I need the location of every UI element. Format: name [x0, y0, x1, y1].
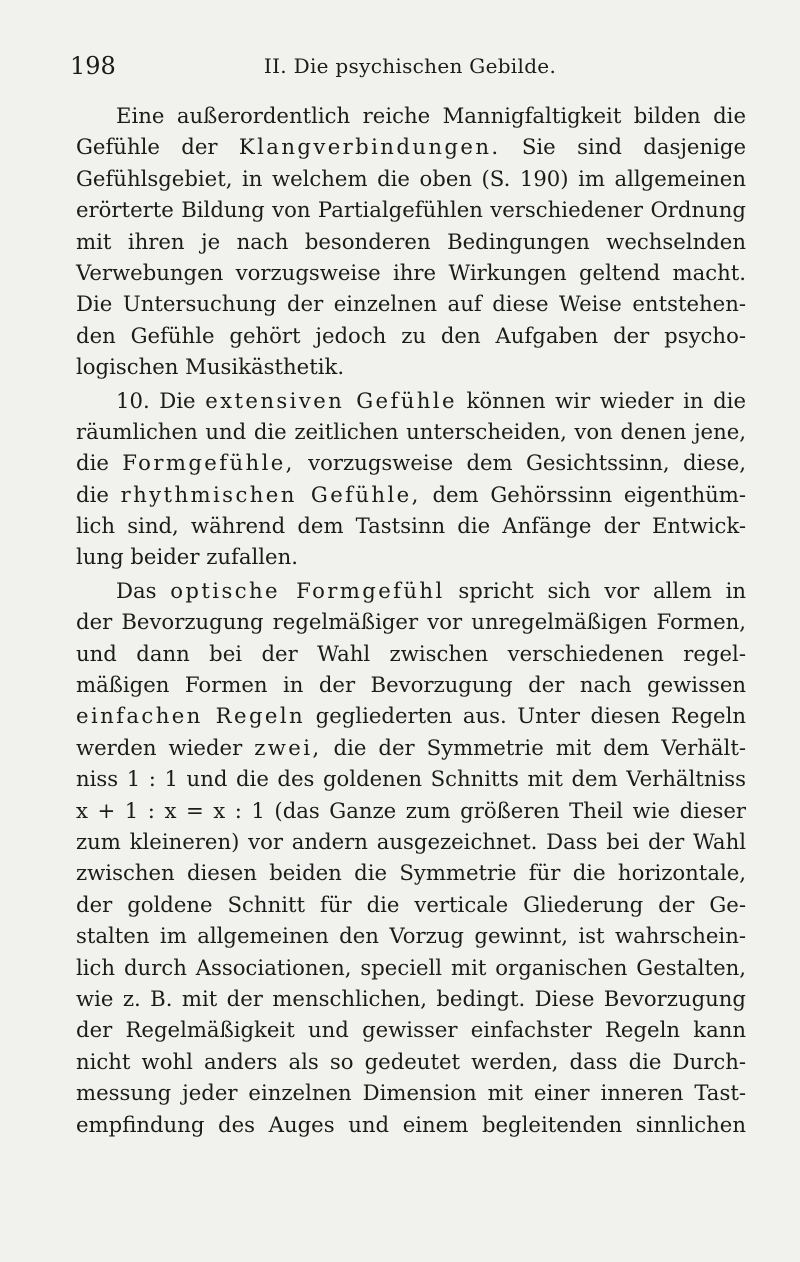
text-run: die [76, 450, 123, 476]
text-run: stalten im allgemeinen den Vorzug gewinnt, ist wahrschein- [76, 923, 746, 949]
text-run: lich durch Associationen, speciell mit organischen Gestalten, [76, 954, 746, 980]
text-line [76, 1046, 746, 1077]
text-line [76, 416, 746, 447]
text-run: messung jeder einzelnen Dimension mit einer inneren Tast- [76, 1080, 746, 1106]
text-line [76, 194, 746, 225]
body-text [76, 100, 746, 1140]
text-line [76, 288, 746, 319]
text-run: empfindung des Auges und einem begleitenden sinnlichen [76, 1111, 746, 1137]
spaced-emphasis: zwei, [254, 734, 322, 760]
text-line [76, 1014, 746, 1045]
text-run: lung beider zufallen. [76, 544, 298, 570]
text-line [76, 606, 746, 637]
text-run: vorzugsweise dem Gesichtssinn, diese, [294, 450, 746, 476]
text-run: nicht wohl anders als so gedeutet werden, dass die Durch- [76, 1048, 746, 1074]
text-line [76, 732, 746, 763]
spaced-emphasis: optische Formgefühl [170, 577, 445, 603]
text-run: räumlichen und die zeitlichen unterscheiden, von denen jene, [76, 418, 746, 444]
text-line [76, 1109, 746, 1140]
text-run: Eine außerordentlich reiche Mannigfaltigkeit bilden die [116, 103, 746, 128]
text-run: der goldene Schnitt für die verticale Gliederung der Ge- [76, 891, 746, 917]
text-line [76, 100, 746, 131]
text-line [76, 920, 746, 951]
text-run: spricht sich vor allem in [444, 577, 746, 603]
text-line [76, 1077, 746, 1108]
text-run: Das [116, 577, 171, 603]
text-line [76, 479, 746, 510]
text-line [76, 257, 746, 288]
text-run: zum kleineren) vor andern ausgezeichnet. Dass bei der Wahl [76, 828, 746, 854]
text-run: zwischen diesen beiden die Symmetrie für die horizontale, [76, 860, 746, 886]
text-line [76, 320, 746, 351]
page-number: 198 [70, 52, 116, 80]
text-line [76, 638, 746, 669]
text-line [76, 763, 746, 794]
spaced-emphasis: extensiven Gefühle [205, 387, 457, 413]
paragraph [76, 575, 746, 1140]
text-line [76, 826, 746, 857]
text-run: wie z. B. mit der menschlichen, bedingt. Diese Bevorzugung [76, 985, 746, 1011]
text-line [76, 700, 746, 731]
text-line [76, 447, 746, 478]
spaced-emphasis: Klangverbindungen. [238, 134, 501, 160]
text-line [76, 983, 746, 1014]
spaced-emphasis: Formgefühle, [122, 450, 295, 476]
text-line [76, 575, 746, 606]
text-line [76, 351, 746, 382]
text-run: x + 1 : x = x : 1 (das Ganze zum größeren Theil wie dieser [76, 797, 746, 823]
text-run: lich sind, während dem Tastsinn die Anfänge der Entwick- [76, 513, 746, 539]
spaced-emphasis: rhythmischen Gefühle, [120, 481, 421, 507]
text-line [76, 226, 746, 257]
text-line [76, 952, 746, 983]
text-run: die [76, 481, 121, 507]
text-line [76, 795, 746, 826]
text-line [76, 889, 746, 920]
text-run: dem Gehörssinn eigenthüm- [420, 481, 746, 507]
text-line [76, 669, 746, 700]
text-run: der Bevorzugung regelmäßiger vor unregelmäßigen Formen, [76, 609, 746, 635]
paragraph [76, 385, 746, 573]
text-line [76, 857, 746, 888]
text-run: Die Untersuchung der einzelnen auf diese Weise entstehen- [76, 291, 746, 317]
text-run: können wir wieder in die [456, 387, 746, 413]
text-run: erörterte Bildung von Partialgefühlen verschiedener Ordnung [76, 197, 746, 223]
text-line [76, 510, 746, 541]
running-head: II. Die psychischen Gebilde. [263, 54, 557, 78]
text-line [76, 131, 746, 162]
text-run: mit ihren je nach besonderen Bedingungen wechselnden [76, 228, 746, 254]
text-run: Gefühlsgebiet, in welchem die oben (S. 190) im allgemeinen [76, 165, 746, 191]
text-run: der Regelmäßigkeit und gewisser einfachster Regeln kann [76, 1017, 746, 1043]
text-run: Sie sind dasjenige [500, 134, 746, 160]
page-header [70, 48, 750, 84]
text-run: mäßigen Formen in der Bevorzugung der nach gewissen [76, 672, 746, 698]
text-run: werden wieder [76, 734, 255, 760]
text-run: logischen Musikästhetik. [76, 354, 345, 380]
text-run: gegliederten aus. Unter diesen Regeln [305, 703, 746, 729]
text-run: und dann bei der Wahl zwischen verschiedenen regel- [76, 640, 746, 666]
text-run: niss 1 : 1 und die des goldenen Schnitts mit dem Verhältniss [76, 766, 746, 792]
text-line [76, 385, 746, 416]
paragraph [76, 100, 746, 383]
text-run: Verwebungen vorzugsweise ihre Wirkungen geltend macht. [76, 259, 746, 285]
spaced-emphasis: einfachen Regeln [76, 703, 306, 729]
text-line [76, 541, 746, 572]
text-run: Gefühle der [76, 134, 239, 160]
text-run: den Gefühle gehört jedoch zu den Aufgaben der psycho- [76, 322, 746, 348]
text-line [76, 163, 746, 194]
text-run: 10. Die [116, 387, 206, 413]
text-run: die der Symmetrie mit dem Verhält- [321, 734, 746, 760]
